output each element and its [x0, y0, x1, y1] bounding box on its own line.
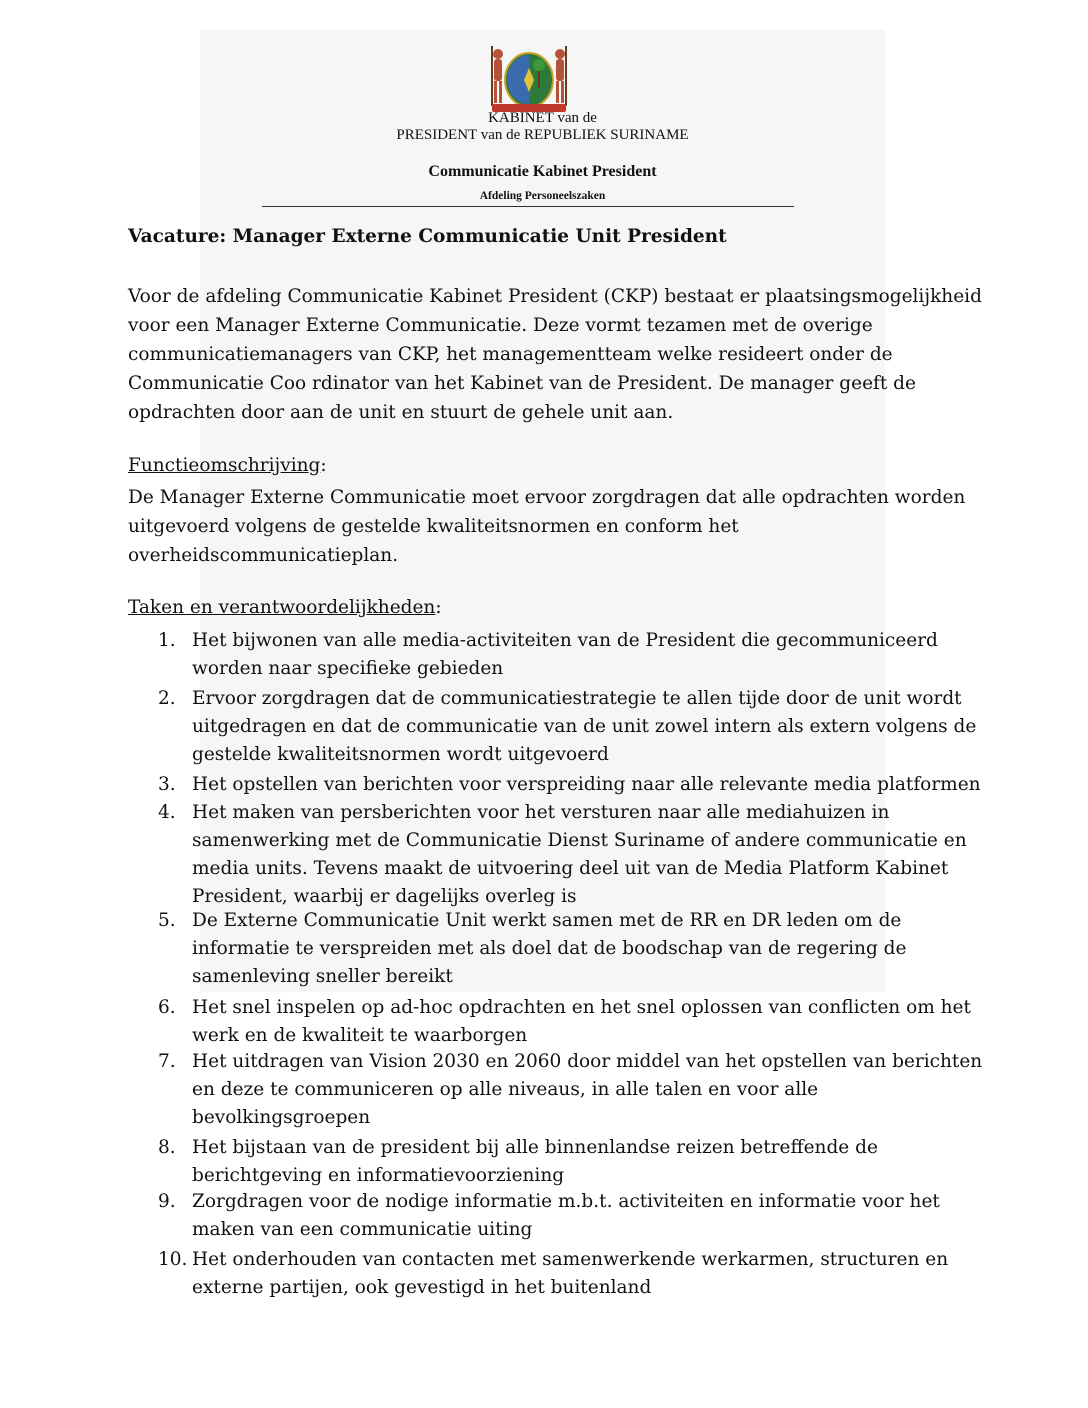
task-item: [128, 1246, 958, 1302]
functie-line: De Manager Externe Communicatie moet ervoor zorgdragen dat alle opdrachten worden: [128, 487, 966, 508]
task-line: samenwerking met de Communicatie Dienst Suriname of andere communicatie en: [192, 830, 967, 851]
task-number: 6.: [158, 997, 176, 1018]
task-line: samenleving sneller bereikt: [192, 966, 453, 987]
task-line: Het bijstaan van de president bij alle binnenlandse reizen betreffende de: [192, 1137, 878, 1158]
task-item: [128, 1048, 983, 1132]
task-number: 5.: [158, 910, 176, 931]
task-line: en deze te communiceren op alle niveaus, in alle talen en voor alle: [192, 1079, 819, 1100]
letterhead-line-2: PRESIDENT van de REPUBLIEK SURINAME: [396, 127, 689, 143]
task-line: Zorgdragen voor de nodige informatie m.b.t. activiteiten en informatie voor het: [192, 1191, 940, 1212]
intro-paragraph: [128, 282, 982, 427]
department-name: Communicatie Kabinet President: [428, 163, 657, 180]
intro-line: communicatiemanagers van CKP, het managementteam welke resideert onder de: [128, 344, 893, 365]
task-number: 1.: [158, 630, 176, 651]
functie-line: uitgevoerd volgens de gestelde kwaliteitsnormen en conform het: [128, 516, 739, 537]
letterhead-line-1: KABINET van de: [488, 110, 597, 126]
functie-paragraph: [128, 483, 965, 570]
task-item: [128, 627, 958, 683]
task-line: maken van een communicatie uiting: [192, 1219, 533, 1240]
subdepartment-name: Afdeling Personeelszaken: [479, 190, 606, 202]
task-number: 3.: [158, 774, 176, 795]
task-item: [128, 1188, 958, 1244]
task-line: Het uitdragen van Vision 2030 en 2060 door middel van het opstellen van berichten: [192, 1051, 983, 1072]
task-line: worden naar specifieke gebieden: [192, 658, 504, 679]
intro-line: Communicatie Coo rdinator van het Kabinet van de President. De manager geeft de: [128, 373, 916, 394]
task-line: uitgedragen en dat de communicatie van de unit zowel intern als extern volgens de: [192, 716, 977, 737]
task-number: 9.: [158, 1191, 176, 1212]
task-item: [128, 994, 971, 1050]
task-item: [128, 799, 967, 911]
page-title: Vacature: Manager Externe Communicatie Unit President: [128, 226, 727, 247]
task-line: De Externe Communicatie Unit werkt samen met de RR en DR leden om de: [192, 910, 902, 931]
task-line: Ervoor zorgdragen dat de communicatiestrategie te allen tijde door de unit wordt: [192, 688, 962, 709]
task-number: 10.: [158, 1249, 188, 1270]
task-line: berichtgeving en informatievoorziening: [192, 1165, 565, 1186]
task-line: Het maken van persberichten voor het versturen naar alle mediahuizen in: [192, 802, 890, 823]
functie-line: overheidscommunicatieplan.: [128, 545, 399, 566]
task-number: 7.: [158, 1051, 176, 1072]
task-number: 2.: [158, 688, 176, 709]
intro-line: voor een Manager Externe Communicatie. Deze vormt tezamen met de overige: [128, 315, 873, 336]
task-line: gestelde kwaliteitsnormen wordt uitgevoerd: [192, 744, 609, 765]
task-item: [128, 907, 958, 991]
task-item: [128, 771, 981, 799]
task-item: [128, 1134, 958, 1190]
header-divider: [262, 206, 794, 207]
task-line: Het opstellen van berichten voor verspreiding naar alle relevante media platformen: [192, 774, 981, 795]
suriname-coat-of-arms-icon: [486, 44, 572, 114]
task-line: media units. Tevens maakt de uitvoering deel uit van de Media Platform Kabinet: [192, 858, 949, 879]
task-line: externe partijen, ook gevestigd in het buitenland: [192, 1277, 652, 1298]
section-heading-taken: Taken en verantwoordelijkheden:: [128, 597, 442, 618]
task-number: 4.: [158, 802, 176, 823]
task-number: 8.: [158, 1137, 176, 1158]
intro-line: Voor de afdeling Communicatie Kabinet President (CKP) bestaat er plaatsingsmogelijkheid: [128, 286, 982, 307]
task-line: Het bijwonen van alle media-activiteiten van de President die gecommuniceerd: [192, 630, 938, 651]
intro-line: opdrachten door aan de unit en stuurt de gehele unit aan.: [128, 402, 674, 423]
task-line: informatie te verspreiden met als doel dat de boodschap van de regering de: [192, 938, 907, 959]
task-line: President, waarbij er dagelijks overleg is: [192, 886, 577, 907]
task-item: [128, 685, 977, 769]
task-line: werk en de kwaliteit te waarborgen: [192, 1025, 528, 1046]
task-line: bevolkingsgroepen: [192, 1107, 371, 1128]
task-line: Het snel inspelen op ad-hoc opdrachten en het snel oplossen van conflicten om het: [192, 997, 971, 1018]
section-heading-functie: Functieomschrijving:: [128, 455, 327, 476]
task-line: Het onderhouden van contacten met samenwerkende werkarmen, structuren en: [192, 1249, 949, 1270]
